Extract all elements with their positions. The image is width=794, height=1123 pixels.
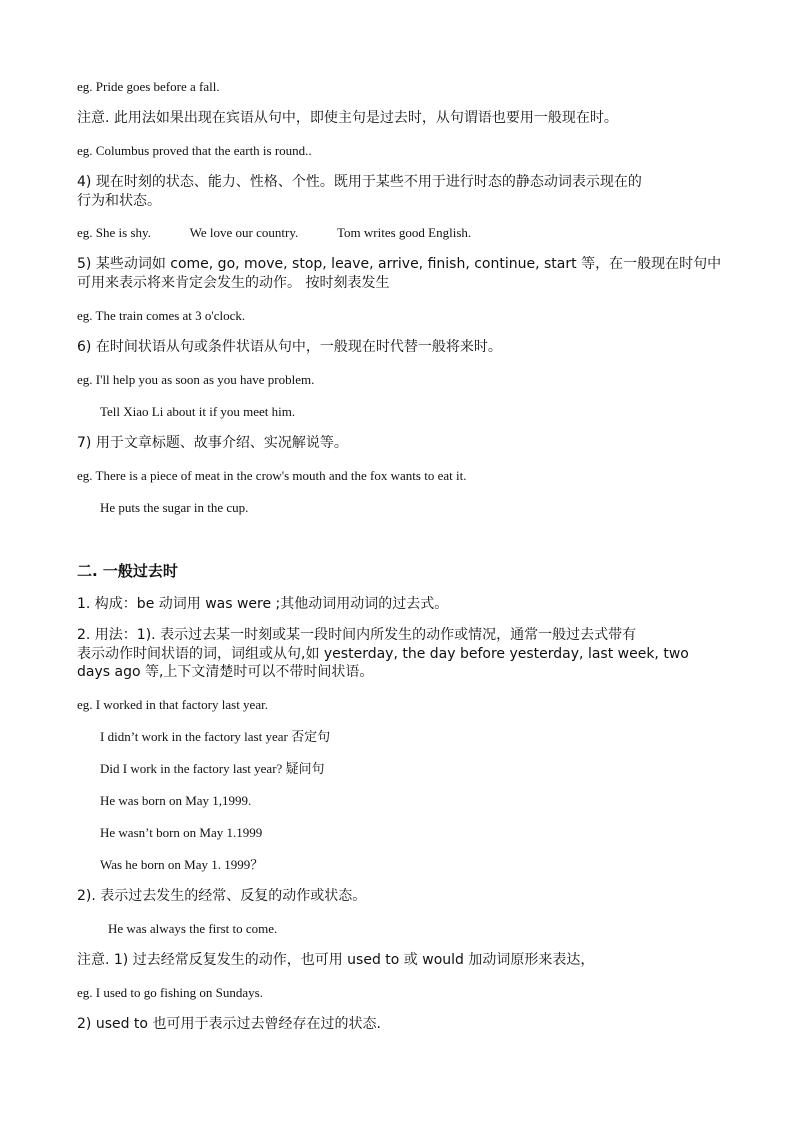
section-heading: 二. 一般过去时 [77, 562, 178, 580]
text-line: 注意. 此用法如果出现在宾语从句中，即使主句是过去时，从句谓语也要用一般现在时。 [77, 110, 618, 126]
text-line: eg. The train comes at 3 o'clock. [77, 308, 246, 323]
text-line: eg. Columbus proved that the earth is round.. [77, 143, 312, 158]
text-line: eg. There is a piece of meat in the crow's mouth and the fox wants to eat it. [77, 468, 467, 483]
text-line: eg. She is shy. We love our country. Tom writes good English. [77, 225, 472, 240]
text-line: 可用来表示将来肯定会发生的动作。 按时刻表发生 [77, 275, 390, 291]
text-line: Did I work in the factory last year? 疑问句 [100, 761, 325, 776]
text-line: eg. I'll help you as soon as you have problem. [77, 372, 315, 387]
text-line: 4) 现在时刻的状态、能力、性格、个性。既用于某些不用于进行时态的静态动词表示现在的 [77, 174, 642, 190]
text-line: 5) 某些动词如 come, go, move, stop, leave, arrive, finish, continue, start 等，在一般现在时句中 [77, 256, 722, 272]
text-line: He puts the sugar in the cup. [100, 500, 249, 515]
text-line: 行为和状态。 [77, 193, 161, 209]
text-line: I didn’t work in the factory last year 否定句 [100, 729, 331, 744]
text-line: 2). 表示过去发生的经常、反复的动作或状态。 [77, 888, 367, 904]
text-line: Was he born on May 1. 1999？ [100, 857, 264, 872]
text-line: He wasn’t born on May 1.1999 [100, 825, 263, 840]
text-line: eg. I worked in that factory last year. [77, 697, 268, 712]
text-line: 6) 在时间状语从句或条件状语从句中，一般现在时代替一般将来时。 [77, 339, 502, 355]
text-line: eg. I used to go fishing on Sundays. [77, 985, 263, 1000]
text-line: 1. 构成：be 动词用 was were ;其他动词用动词的过去式。 [77, 596, 449, 612]
text-line: 7) 用于文章标题、故事介绍、实况解说等。 [77, 435, 348, 451]
text-line: 2) used to 也可用于表示过去曾经存在过的状态. [77, 1016, 381, 1032]
text-line: eg. Pride goes before a fall. [77, 79, 220, 94]
text-line: 注意. 1) 过去经常反复发生的动作，也可用 used to 或 would 加动词原形来表达， [77, 952, 595, 968]
text-line: 表示动作时间状语的词，词组或从句,如 yesterday, the day before yesterday, last week, two [77, 646, 689, 662]
text-line: days ago 等,上下文清楚时可以不带时间状语。 [77, 664, 374, 680]
text-line: He was always the first to come. [108, 921, 278, 936]
text-line: 2. 用法：1). 表示过去某一时刻或某一段时间内所发生的动作或情况，通常一般过去式带有 [77, 627, 637, 643]
text-line: Tell Xiao Li about it if you meet him. [100, 404, 296, 419]
text-line: He was born on May 1,1999. [100, 793, 252, 808]
